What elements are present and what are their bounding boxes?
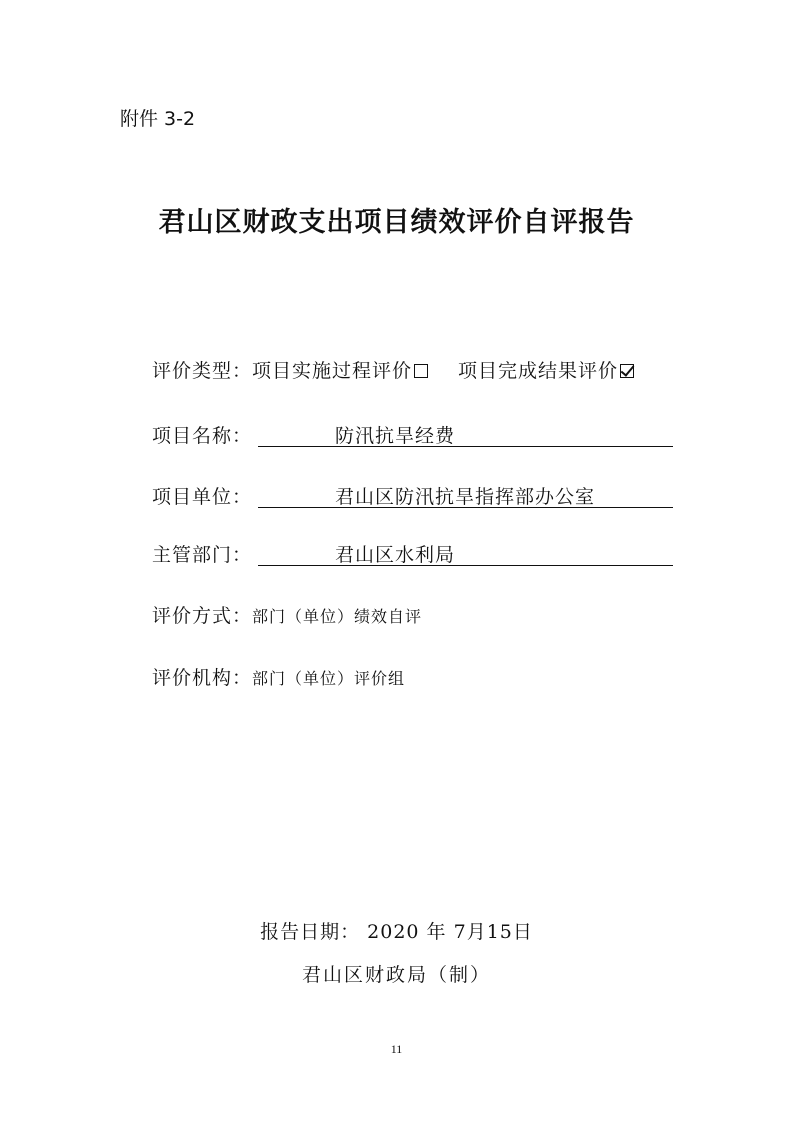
department-label: 主管部门： <box>152 544 253 566</box>
report-date-label: 报告日期： <box>260 921 361 943</box>
report-date-year-unit: 年 <box>426 921 447 943</box>
evaluation-body-label: 评价机构： <box>152 667 253 689</box>
attachment-label: 附件 3-2 <box>120 108 196 130</box>
project-name-underline <box>258 446 673 447</box>
project-unit-underline <box>258 507 673 508</box>
evaluation-type-label: 评价类型： <box>152 360 253 382</box>
option-result-label: 项目完成结果评价 <box>458 360 619 382</box>
department-row <box>152 540 252 567</box>
report-date-day: 15 <box>486 921 513 943</box>
option-result-checkbox[interactable] <box>620 364 634 378</box>
department-underline <box>258 565 673 566</box>
project-unit-value: 君山区防汛抗旱指挥部办公室 <box>335 486 596 508</box>
project-unit-label: 项目单位： <box>152 486 253 508</box>
project-name-value: 防汛抗旱经费 <box>335 425 456 447</box>
issuer: 君山区财政局（制） <box>301 964 491 986</box>
evaluation-body-row <box>152 663 405 690</box>
evaluation-method-value: 部门（单位）绩效自评 <box>252 607 423 626</box>
report-date-month-unit: 月 <box>466 921 487 943</box>
evaluation-method-row <box>152 601 422 628</box>
page-number: 11 <box>390 1042 403 1056</box>
option-process-checkbox[interactable] <box>414 364 428 378</box>
department-value: 君山区水利局 <box>335 544 456 566</box>
evaluation-type-row <box>152 356 634 383</box>
project-unit-row <box>152 482 252 509</box>
project-name-label: 项目名称： <box>152 425 253 447</box>
report-date-day-unit: 日 <box>512 921 533 943</box>
project-name-row <box>152 421 252 448</box>
option-process-label: 项目实施过程评价 <box>252 360 413 382</box>
report-date <box>0 917 793 944</box>
report-date-year: 2020 <box>367 921 420 943</box>
report-date-month: 7 <box>453 921 467 943</box>
evaluation-body-value: 部门（单位）评价组 <box>252 669 406 688</box>
page-title: 君山区财政支出项目绩效评价自评报告 <box>158 207 635 238</box>
evaluation-method-label: 评价方式： <box>152 605 253 627</box>
